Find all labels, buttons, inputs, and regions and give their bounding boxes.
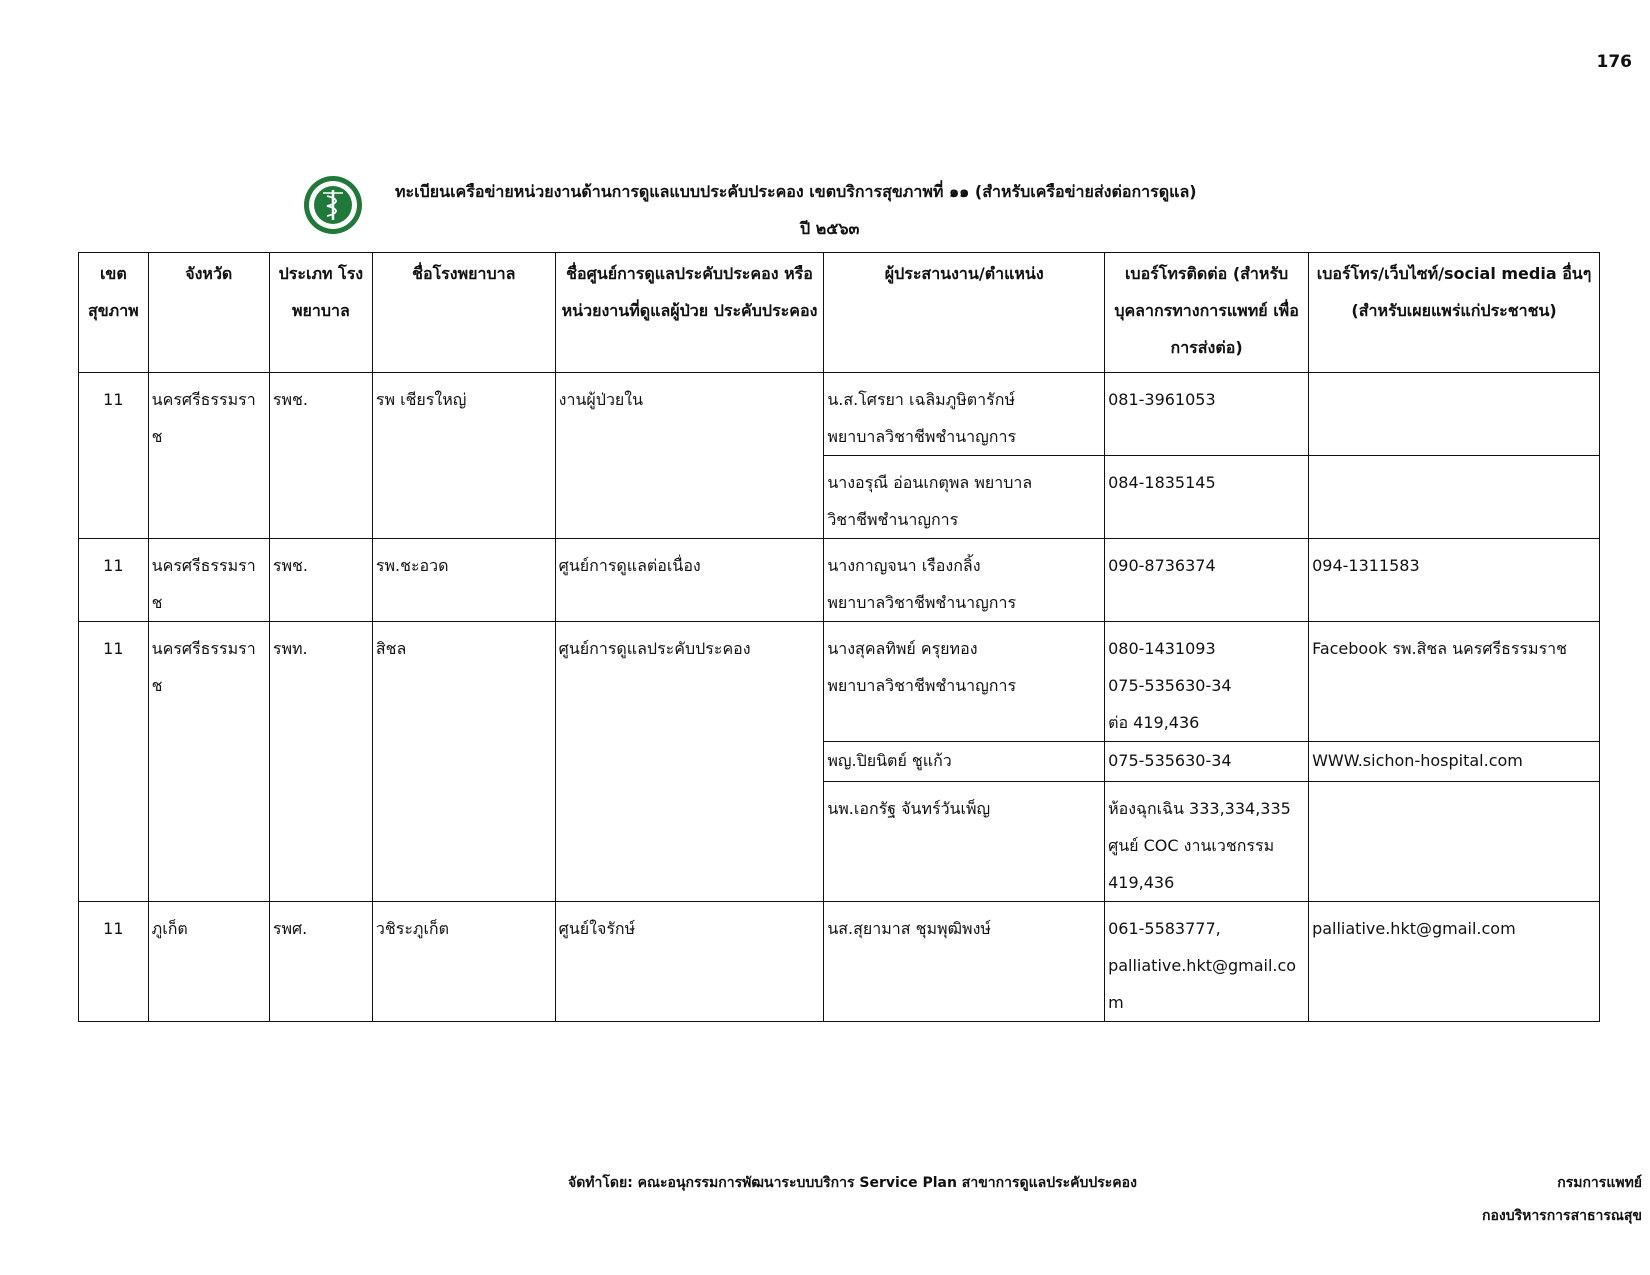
column-header: เขต สุขภาพ bbox=[79, 253, 149, 373]
column-header: จังหวัด bbox=[148, 253, 269, 373]
center-name-cell: งานผู้ป่วยใน bbox=[555, 373, 824, 539]
region-cell: 11 bbox=[79, 373, 149, 539]
hospital-type-cell: รพท. bbox=[269, 622, 372, 902]
coordinator-cell: นางสุคลทิพย์ ครุยทอง พยาบาลวิชาชีพชำนาญการ bbox=[824, 622, 1105, 742]
table-row bbox=[79, 373, 1600, 456]
phone-cell: ห้องฉุกเฉิน 333,334,335 ศูนย์ COC งานเวชกรรม 419,436 bbox=[1105, 782, 1309, 902]
table-row bbox=[79, 539, 1600, 622]
hospital-type-cell: รพช. bbox=[269, 373, 372, 539]
coordinator-cell: น.ส.โศรยา เฉลิมภูษิตารักษ์ พยาบาลวิชาชีพชำนาญการ bbox=[824, 373, 1105, 456]
column-header: ชื่อศูนย์การดูแลประคับประคอง หรือ หน่วยงานที่ดูแลผู้ป่วย ประคับประคอง bbox=[555, 253, 824, 373]
footer-prepared-by: จัดทำโดย: คณะอนุกรรมการพัฒนาระบบบริการ Service Plan สาขาการดูแลประคับประคอง bbox=[568, 1175, 1137, 1191]
column-header: ชื่อโรงพยาบาล bbox=[372, 253, 555, 373]
page-number: 176 bbox=[1596, 52, 1632, 72]
public-contact-cell: WWW.sichon-hospital.com bbox=[1309, 742, 1600, 782]
column-header: ประเภท โรงพยาบาล bbox=[269, 253, 372, 373]
document-subtitle: ปี ๒๕๖๓ bbox=[800, 219, 860, 238]
document-title: ทะเบียนเครือข่ายหน่วยงานด้านการดูแลแบบประคับประคอง เขตบริการสุขภาพที่ ๑๑ (สำหรับเครือข่ายส่งต่อการดูแล) bbox=[395, 182, 1197, 201]
coordinator-cell: นางกาญจนา เรืองกลิ้ง พยาบาลวิชาชีพชำนาญการ bbox=[824, 539, 1105, 622]
footer-division: กองบริหารการสาธารณสุข bbox=[1481, 1208, 1642, 1224]
hospital-name-cell: รพ.ชะอวด bbox=[372, 539, 555, 622]
column-header: เบอร์โทรติดต่อ (สำหรับ บุคลากรทางการแพทย์ เพื่อการส่งต่อ) bbox=[1105, 253, 1309, 373]
province-cell: นครศรีธรรมราช bbox=[148, 622, 269, 902]
public-contact-cell: palliative.hkt@gmail.com bbox=[1309, 902, 1600, 1022]
center-name-cell: ศูนย์การดูแลต่อเนื่อง bbox=[555, 539, 824, 622]
public-contact-cell: 094-1311583 bbox=[1309, 539, 1600, 622]
coordinator-cell: นพ.เอกรัฐ จันทร์วันเพ็ญ bbox=[824, 782, 1105, 902]
region-cell: 11 bbox=[79, 622, 149, 902]
public-contact-cell: Facebook รพ.สิชล นครศรีธรรมราช bbox=[1309, 622, 1600, 742]
region-cell: 11 bbox=[79, 539, 149, 622]
hospital-type-cell: รพศ. bbox=[269, 902, 372, 1022]
coordinator-cell: นางอรุณี อ่อนเกตุพล พยาบาล วิชาชีพชำนาญการ bbox=[824, 456, 1105, 539]
phone-cell: 080-1431093 075-535630-34 ต่อ 419,436 bbox=[1105, 622, 1309, 742]
phone-cell: 084-1835145 bbox=[1105, 456, 1309, 539]
phone-cell: 090-8736374 bbox=[1105, 539, 1309, 622]
phone-cell: 081-3961053 bbox=[1105, 373, 1309, 456]
center-name-cell: ศูนย์การดูแลประคับประคอง bbox=[555, 622, 824, 902]
center-name-cell: ศูนย์ใจรักษ์ bbox=[555, 902, 824, 1022]
table-row bbox=[79, 622, 1600, 742]
public-contact-cell bbox=[1309, 456, 1600, 539]
public-contact-cell bbox=[1309, 782, 1600, 902]
public-contact-cell bbox=[1309, 373, 1600, 456]
hospital-name-cell: รพ เชียรใหญ่ bbox=[372, 373, 555, 539]
ministry-seal-logo bbox=[298, 174, 368, 236]
column-header: ผู้ประสานงาน/ตำแหน่ง bbox=[824, 253, 1105, 373]
header-row bbox=[79, 253, 1600, 373]
province-cell: นครศรีธรรมราช bbox=[148, 539, 269, 622]
phone-cell: 075-535630-34 bbox=[1105, 742, 1309, 782]
province-cell: นครศรีธรรมราช bbox=[148, 373, 269, 539]
registry-table bbox=[78, 252, 1600, 1022]
coordinator-cell: นส.สุยามาส ชุมพุฒิพงษ์ bbox=[824, 902, 1105, 1022]
province-cell: ภูเก็ต bbox=[148, 902, 269, 1022]
footer-department: กรมการแพทย์ bbox=[1557, 1175, 1642, 1191]
column-header: เบอร์โทร/เว็บไซท์/social media อื่นๆ (สำหรับเผยแพร่แก่ประชาชน) bbox=[1309, 253, 1600, 373]
table-row bbox=[79, 902, 1600, 1022]
phone-cell: 061-5583777, palliative.hkt@gmail.co m bbox=[1105, 902, 1309, 1022]
hospital-name-cell: สิชล bbox=[372, 622, 555, 902]
hospital-type-cell: รพช. bbox=[269, 539, 372, 622]
coordinator-cell: พญ.ปิยนิตย์ ชูแก้ว bbox=[824, 742, 1105, 782]
hospital-name-cell: วชิระภูเก็ต bbox=[372, 902, 555, 1022]
region-cell: 11 bbox=[79, 902, 149, 1022]
